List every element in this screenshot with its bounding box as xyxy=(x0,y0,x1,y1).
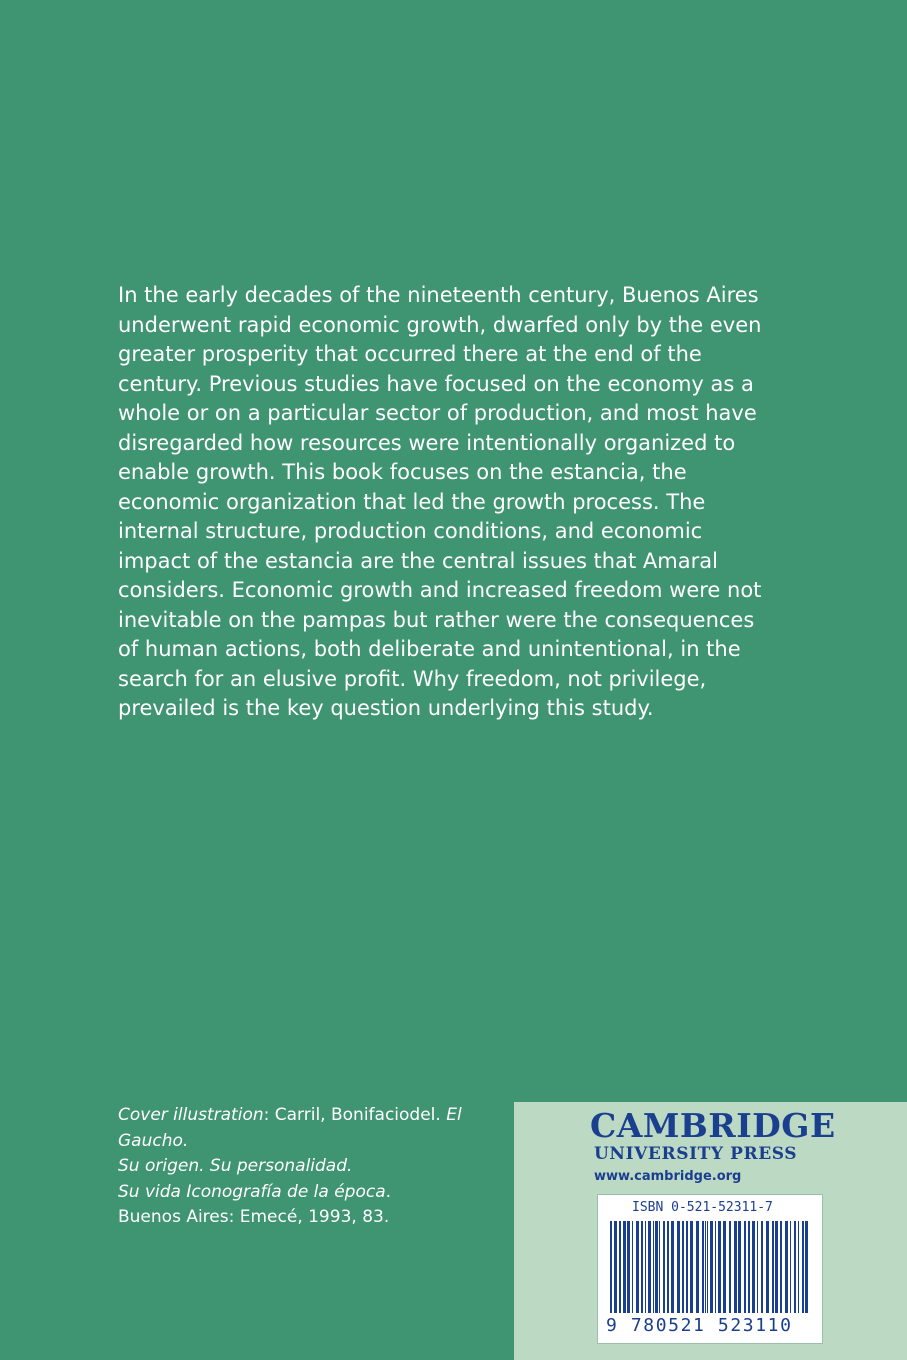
barcode-bar xyxy=(744,1221,746,1313)
barcode-bar xyxy=(705,1221,706,1313)
barcode-bar xyxy=(671,1221,674,1313)
barcode-bar xyxy=(610,1221,612,1313)
back-cover-blurb: In the early decades of the nineteenth century, Buenos Aires underwent rapid economic growth, dwarfed only by the even greater prosperity that occurred there at the end of the century. Previous studies have focused on the economy as a whole or on a particular sector of production, and most have disregarded how resources were intentionally organized to enable growth. This book focuses on the estancia, the economic organization that led the growth process. The internal structure, production conditions, and economic impact of the estancia are the central issues that Amaral considers. Economic growth and increased freedom were not inevitable on the pampas but rather were the consequences of human actions, both deliberate and unintentional, in the search for an elusive profit. Why freedom, not privilege, prevailed is the key question underlying this study. xyxy=(118,283,762,720)
barcode-bar xyxy=(785,1221,788,1313)
barcode-bar xyxy=(707,1221,708,1313)
barcode-bar xyxy=(775,1221,778,1313)
barcode-bar xyxy=(723,1221,726,1313)
barcode-bar xyxy=(790,1221,791,1313)
isbn-label: ISBN 0-521-52311-7 xyxy=(632,1200,773,1215)
barcode-bar xyxy=(659,1221,660,1313)
barcode-bar xyxy=(636,1221,639,1313)
barcode-bar xyxy=(718,1221,721,1313)
barcode-bar xyxy=(766,1221,769,1313)
barcode-bar xyxy=(645,1221,646,1313)
barcode-bar xyxy=(761,1221,763,1313)
barcode-bar xyxy=(715,1221,716,1313)
barcode-bar xyxy=(619,1221,621,1313)
credit-publication: Buenos Aires: Emecé, 1993, 83. xyxy=(118,1207,390,1227)
barcode-digits: 9 780521 523110 xyxy=(606,1315,793,1336)
barcode-bar xyxy=(752,1221,755,1313)
credit-period: . xyxy=(385,1181,392,1202)
barcode-bar xyxy=(805,1221,808,1313)
barcode-bar xyxy=(696,1221,699,1313)
credit-author: Carril, Bonifaciodel. xyxy=(274,1105,447,1125)
barcode-bar xyxy=(623,1221,626,1313)
credit-title-line-1: El Gaucho. xyxy=(118,1105,462,1151)
barcode-bar xyxy=(729,1221,731,1313)
barcode-bar xyxy=(757,1221,758,1313)
barcode-bar xyxy=(802,1221,804,1313)
credit-separator: : xyxy=(263,1105,275,1125)
barcode-bar xyxy=(738,1221,741,1313)
barcode-bar xyxy=(677,1221,680,1313)
publisher-panel xyxy=(514,1102,907,1360)
barcode-bar xyxy=(682,1221,684,1313)
barcode-bar xyxy=(686,1221,688,1313)
barcode-bar xyxy=(663,1221,665,1313)
barcode-bar xyxy=(710,1221,713,1313)
barcode-bar xyxy=(798,1221,799,1313)
barcode-bars xyxy=(608,1221,812,1313)
barcode-bar xyxy=(632,1221,633,1313)
barcode-bar xyxy=(748,1221,750,1313)
barcode-bar xyxy=(655,1221,658,1313)
barcode-bar xyxy=(702,1221,704,1313)
credit-label: Cover illustration xyxy=(118,1105,264,1125)
barcode-bar xyxy=(641,1221,643,1313)
barcode-bar xyxy=(614,1221,617,1313)
isbn-barcode xyxy=(597,1194,823,1344)
publisher-subtitle: UNIVERSITY PRESS xyxy=(594,1144,798,1164)
publisher-name: CAMBRIDGE xyxy=(590,1106,836,1145)
barcode-bar xyxy=(734,1221,737,1313)
publisher-url: www.cambridge.org xyxy=(594,1169,742,1184)
cover-illustration-credit xyxy=(118,1103,498,1231)
credit-title-line-2: Su origen. Su personalidad. xyxy=(118,1156,353,1176)
barcode-bar xyxy=(667,1221,669,1313)
barcode-bar xyxy=(780,1221,782,1313)
barcode-bar xyxy=(772,1221,774,1313)
barcode-bar xyxy=(653,1221,654,1313)
barcode-bar xyxy=(690,1221,693,1313)
credit-title-line-3: Su vida Iconografía de la época xyxy=(118,1181,386,1202)
barcode-bar xyxy=(627,1221,630,1313)
barcode-bar xyxy=(648,1221,651,1313)
barcode-bar xyxy=(794,1221,796,1313)
